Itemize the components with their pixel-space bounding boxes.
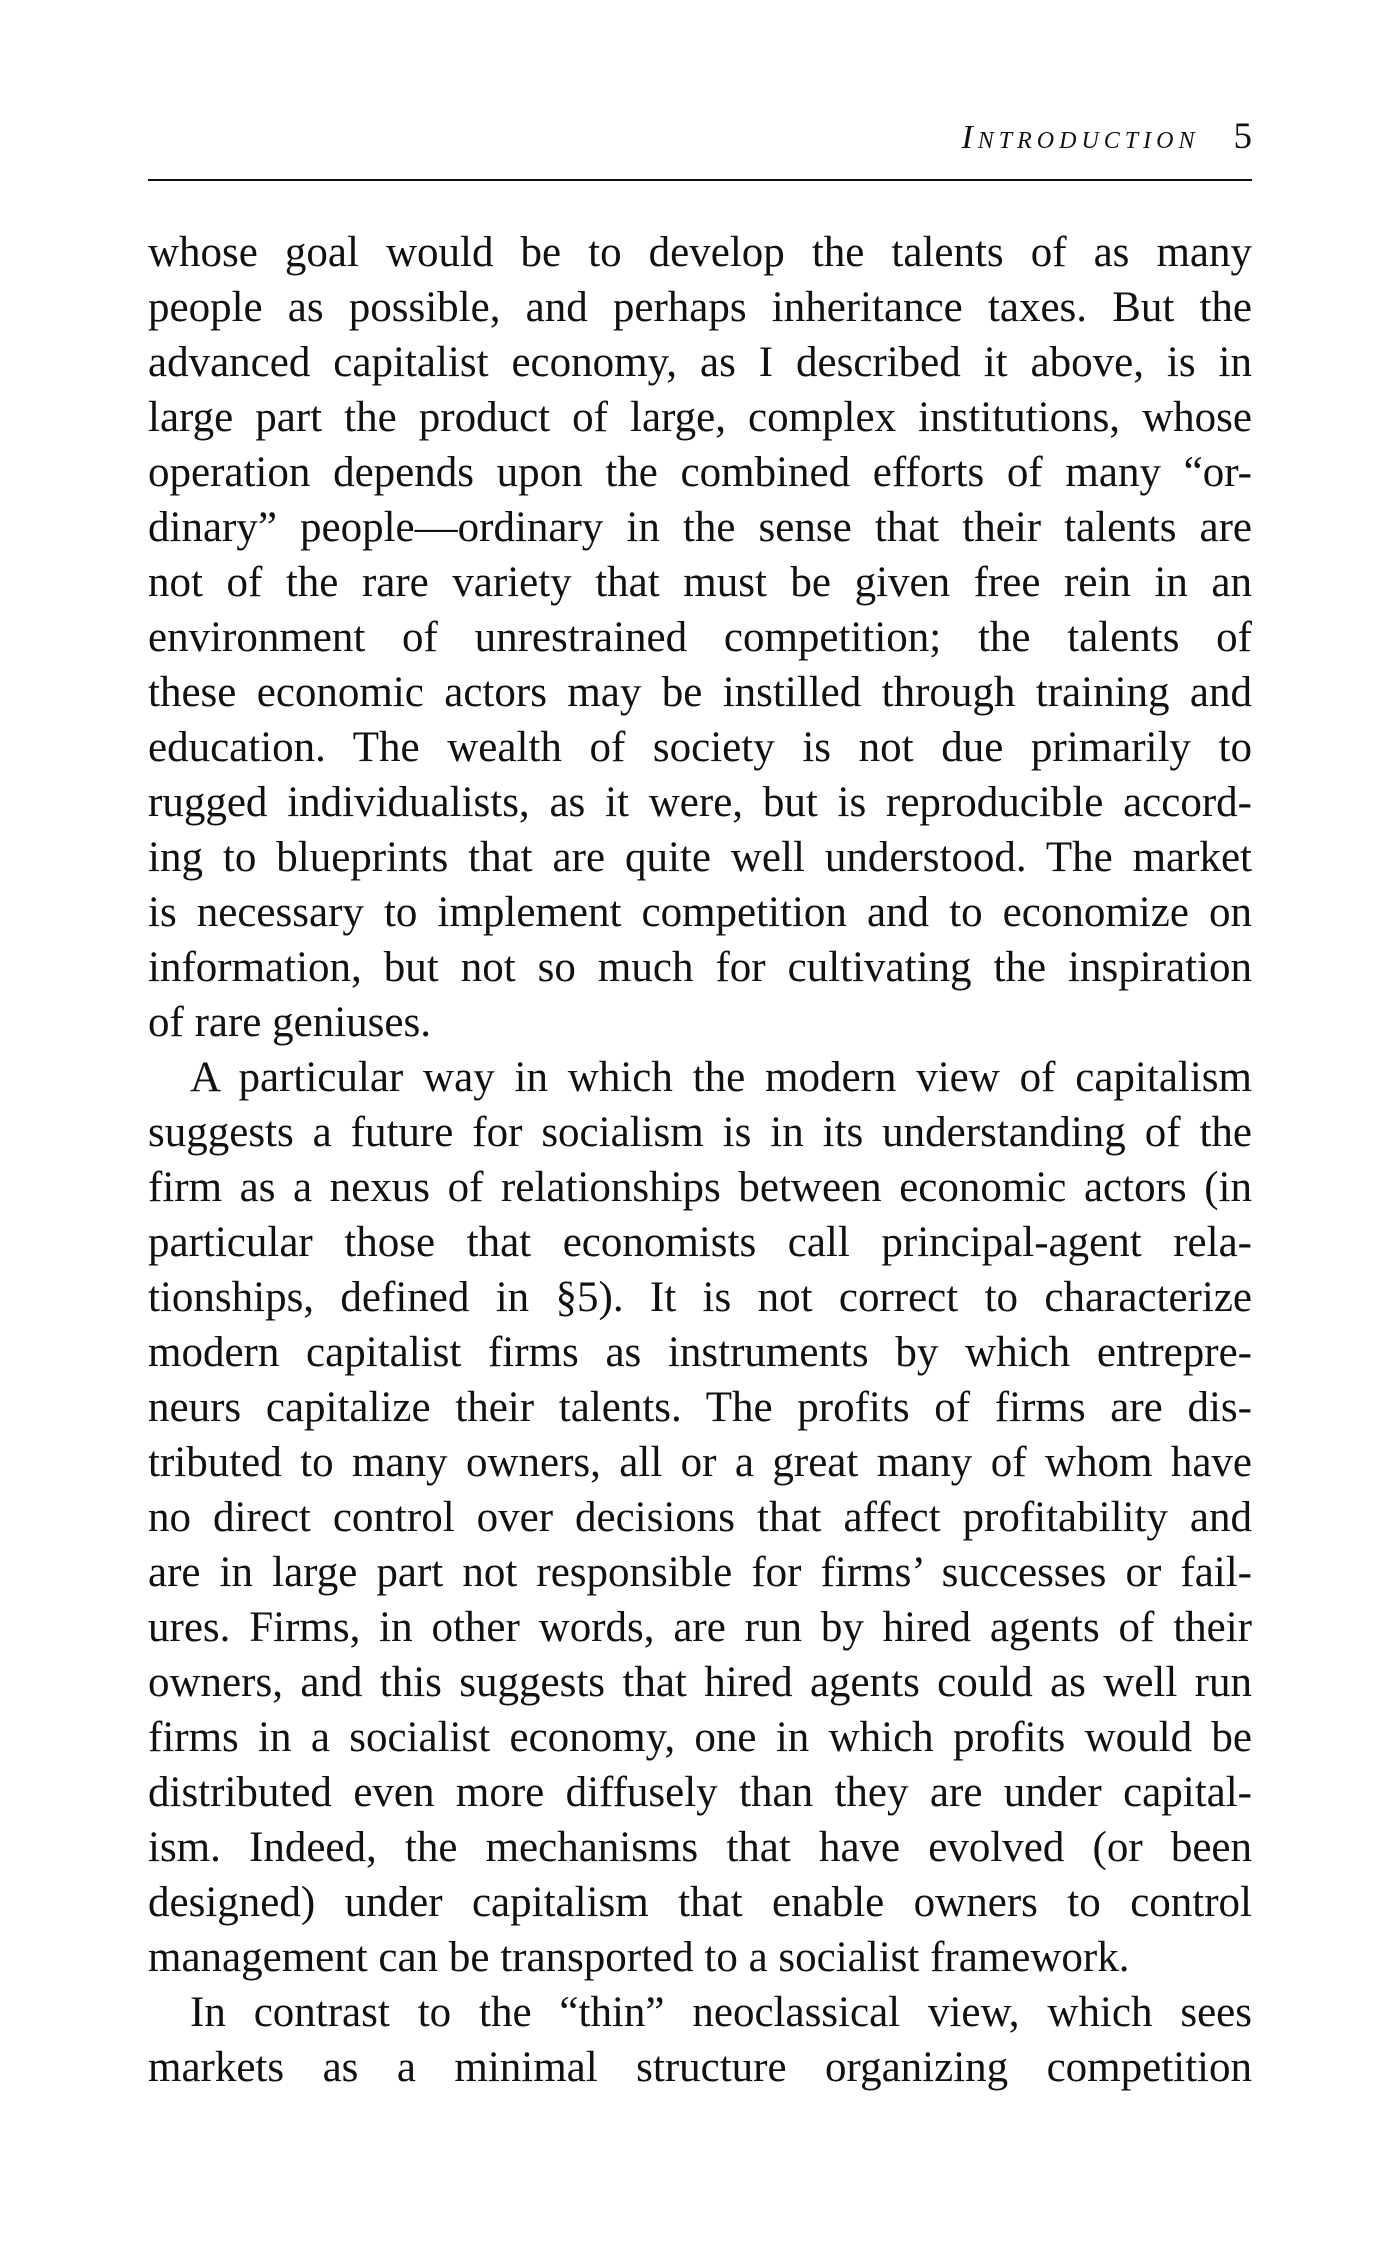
text-line: advanced capitalist economy, as I described it above, is in (148, 339, 1252, 386)
text-line: rugged individualists, as it were, but is reproducible accord- (148, 779, 1252, 826)
text-line: markets as a minimal structure organizing competition (148, 2044, 1252, 2091)
text-line: operation depends upon the combined efforts of many “or- (148, 449, 1252, 496)
text-line: modern capitalist firms as instruments by which entrepre- (148, 1329, 1252, 1376)
text-line: distributed even more diffusely than they are under capital- (148, 1769, 1252, 1816)
text-line: tributed to many owners, all or a great many of whom have (148, 1439, 1252, 1486)
text-line: ing to blueprints that are quite well understood. The market (148, 834, 1252, 881)
text-line: these economic actors may be instilled through training and (148, 669, 1252, 716)
text-line: designed) under capitalism that enable owners to control (148, 1879, 1252, 1926)
text-line: whose goal would be to develop the talents of as many (148, 229, 1252, 276)
text-line: are in large part not responsible for firms’ successes or fail- (148, 1549, 1252, 1596)
header-rule (148, 179, 1252, 181)
text-line: ism. Indeed, the mechanisms that have evolved (or been (148, 1824, 1252, 1871)
text-line: education. The wealth of society is not due primarily to (148, 724, 1252, 771)
text-line: is necessary to implement competition and to economize on (148, 889, 1252, 936)
text-line: suggests a future for socialism is in its understanding of the (148, 1109, 1252, 1156)
text-line: management can be transported to a socialist framework. (148, 1934, 1130, 1981)
text-line: firms in a socialist economy, one in which profits would be (148, 1714, 1252, 1761)
text-line: dinary” people—ordinary in the sense that their talents are (148, 504, 1252, 551)
text-line: no direct control over decisions that affect profitability and (148, 1494, 1252, 1541)
text-line: large part the product of large, complex institutions, whose (148, 394, 1252, 441)
text-line: environment of unrestrained competition; the talents of (148, 614, 1252, 661)
text-line: tionships, defined in §5). It is not correct to characterize (148, 1274, 1252, 1321)
page-number: 5 (1233, 116, 1252, 157)
text-line: particular those that economists call principal-agent rela- (148, 1219, 1252, 1266)
text-line: neurs capitalize their talents. The profits of firms are dis- (148, 1384, 1252, 1431)
text-line: not of the rare variety that must be given free rein in an (148, 559, 1252, 606)
section-title: Introduction (961, 119, 1200, 156)
text-line: owners, and this suggests that hired agents could as well run (148, 1659, 1252, 1706)
text-line: In contrast to the “thin” neoclassical view, which sees (190, 1989, 1252, 2036)
text-line: information, but not so much for cultivating the inspiration (148, 944, 1252, 991)
text-line: ures. Firms, in other words, are run by hired agents of their (148, 1604, 1252, 1651)
running-head (148, 110, 1252, 164)
text-line: A particular way in which the modern view of capitalism (190, 1054, 1252, 1101)
text-line: firm as a nexus of relationships between economic actors (in (148, 1164, 1252, 1211)
text-line: people as possible, and perhaps inheritance taxes. But the (148, 284, 1252, 331)
body-text (148, 225, 1252, 2095)
text-line: of rare geniuses. (148, 999, 431, 1046)
